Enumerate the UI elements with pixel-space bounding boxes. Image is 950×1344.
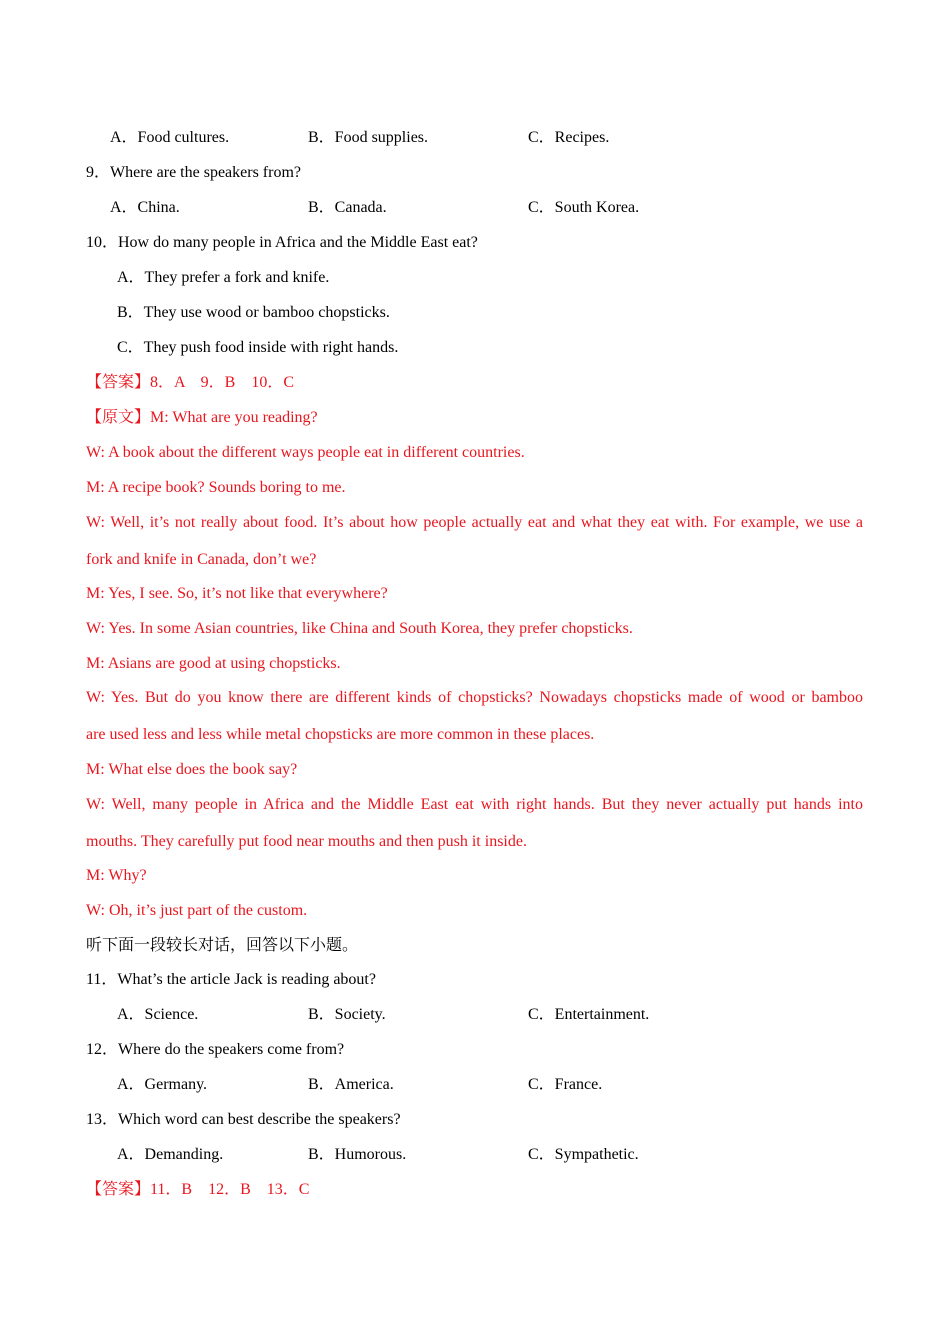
- q12-question: 12．Where do the speakers come from?: [86, 1041, 345, 1058]
- q13-option-a: A．Demanding.: [117, 1146, 224, 1163]
- q9-question: 9．Where are the speakers from?: [86, 164, 302, 181]
- q12-option-a: A．Germany.: [117, 1076, 208, 1093]
- q8-option-a: A．Food cultures.: [110, 129, 230, 146]
- transcript-line: M: A recipe book? Sounds boring to me.: [86, 479, 346, 496]
- q10-question: 10．How do many people in Africa and the Middle East eat?: [86, 234, 478, 251]
- section-instruction: 听下面一段较长对话，回答以下小题。: [86, 937, 359, 954]
- q11-option-c: C．Entertainment.: [528, 1006, 650, 1023]
- q11-option-b: B．Society.: [308, 1006, 386, 1023]
- transcript-line: M: What else does the book say?: [86, 761, 298, 778]
- q8-option-b: B．Food supplies.: [308, 129, 429, 146]
- q8-option-c: C．Recipes.: [528, 129, 610, 146]
- transcript-line: W: A book about the different ways people eat in different countries.: [86, 444, 525, 461]
- q10-option-a: A．They prefer a fork and knife.: [117, 269, 330, 286]
- q12-option-c: C．France.: [528, 1076, 603, 1093]
- answer-key-1: 【答案】8．A 9．B 10．C: [86, 374, 295, 391]
- q11-option-a: A．Science.: [117, 1006, 199, 1023]
- transcript-line: W: Yes. In some Asian countries, like China and South Korea, they prefer chopsticks.: [86, 620, 633, 637]
- transcript-line: fork and knife in Canada, don’t we?: [86, 551, 317, 568]
- transcript-line: W: Oh, it’s just part of the custom.: [86, 902, 308, 919]
- q9-option-a: A．China.: [110, 199, 180, 216]
- q12-option-b: B．America.: [308, 1076, 394, 1093]
- transcript-line: M: Asians are good at using chopsticks.: [86, 655, 341, 672]
- q9-option-c: C．South Korea.: [528, 199, 640, 216]
- transcript-line: W: Yes. But do you know there are different kinds of chopsticks? Nowadays chopsticks made of wood or bamboo: [86, 689, 863, 706]
- transcript-line: 【原文】M: What are you reading?: [86, 409, 318, 426]
- q10-option-c: C．They push food inside with right hands.: [117, 339, 399, 356]
- q9-option-b: B．Canada.: [308, 199, 387, 216]
- transcript-line: mouths. They carefully put food near mouths and then push it inside.: [86, 833, 527, 850]
- q10-option-b: B．They use wood or bamboo chopsticks.: [117, 304, 390, 321]
- transcript-line: M: Yes, I see. So, it’s not like that everywhere?: [86, 585, 388, 602]
- transcript-line: are used less and less while metal chopsticks are more common in these places.: [86, 726, 595, 743]
- q13-option-c: C．Sympathetic.: [528, 1146, 639, 1163]
- q11-question: 11．What’s the article Jack is reading about?: [86, 971, 376, 988]
- q13-question: 13．Which word can best describe the speakers?: [86, 1111, 401, 1128]
- q13-option-b: B．Humorous.: [308, 1146, 407, 1163]
- answer-key-2: 【答案】11．B 12．B 13．C: [86, 1181, 310, 1198]
- transcript-line: W: Well, many people in Africa and the Middle East eat with right hands. But they never actually put hands into: [86, 796, 863, 813]
- transcript-line: M: Why?: [86, 867, 147, 884]
- transcript-line: W: Well, it’s not really about food. It’s about how people actually eat and what they eat with. For example, we use a: [86, 514, 863, 531]
